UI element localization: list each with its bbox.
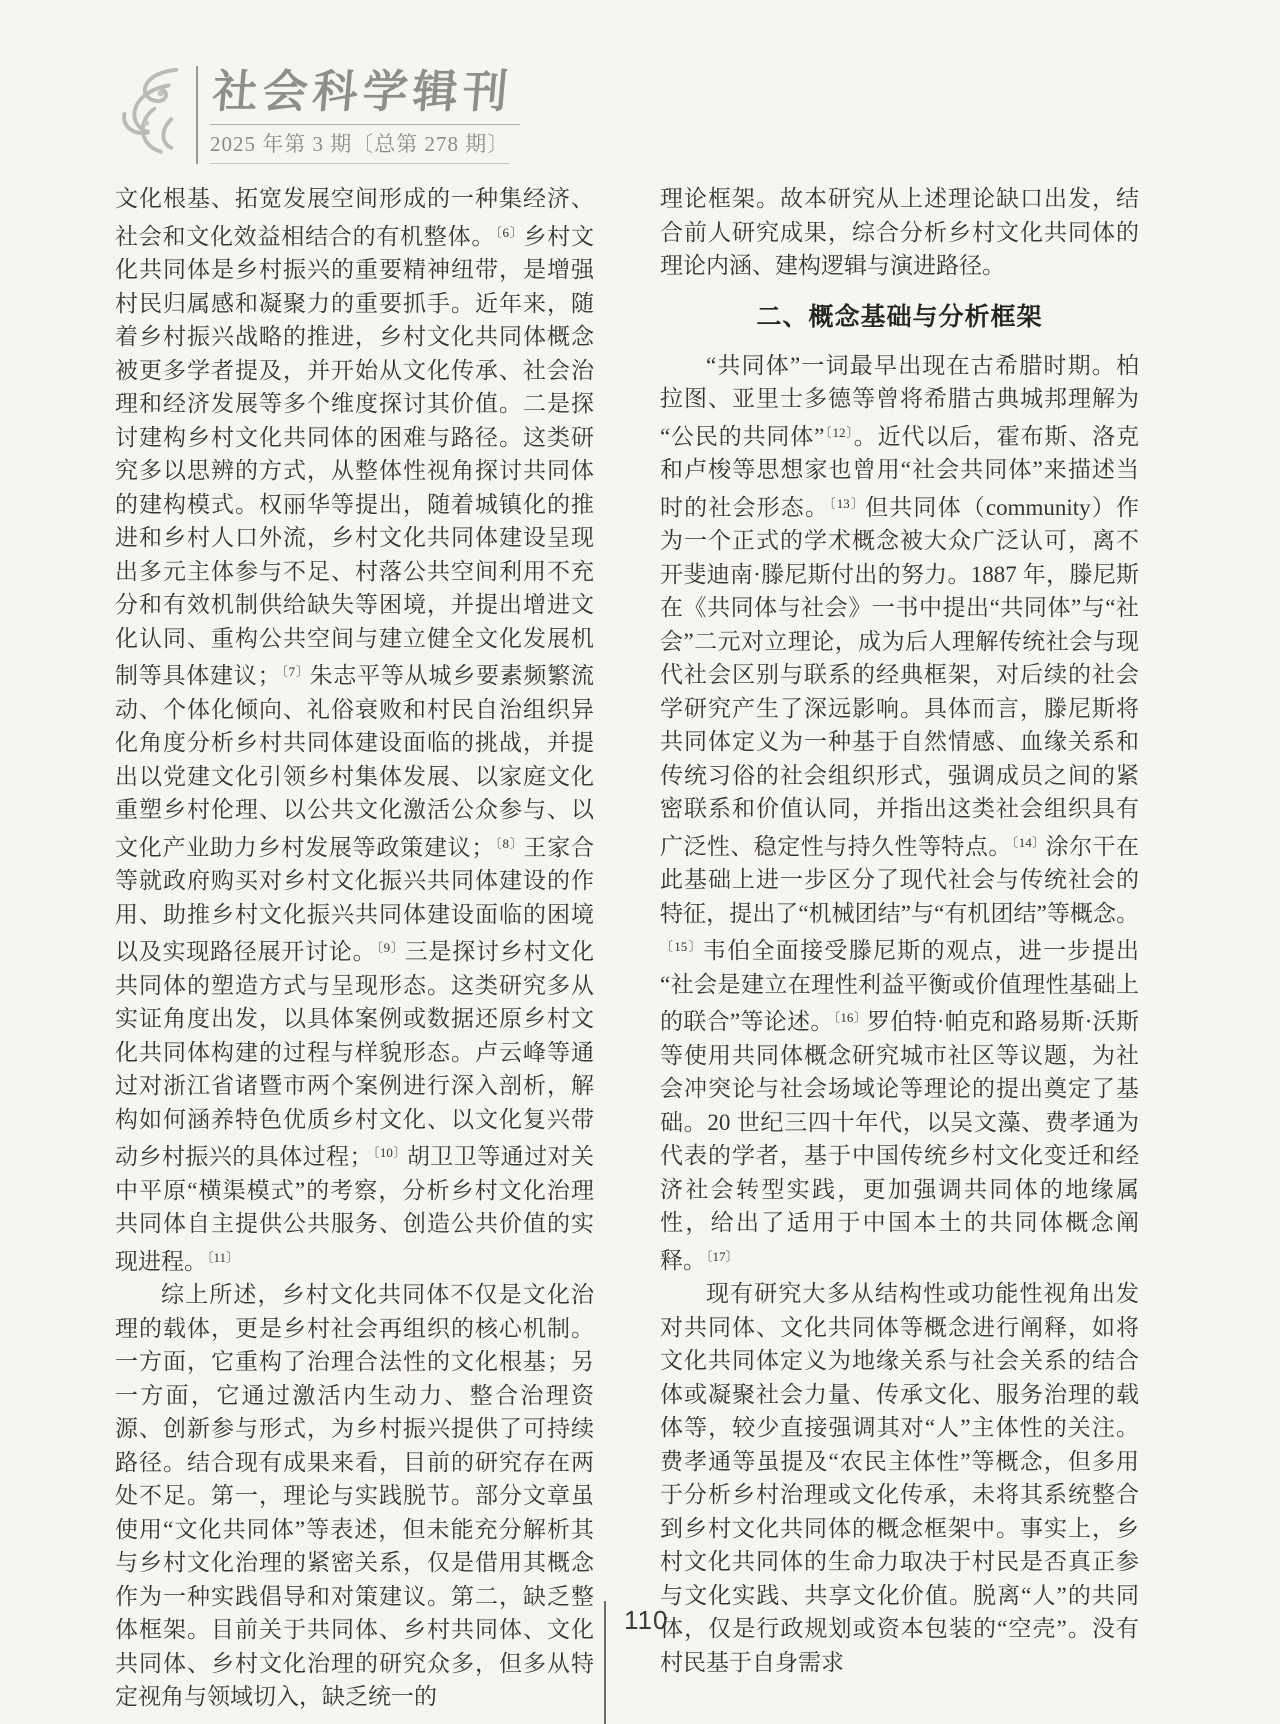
paragraph-text: 三是探讨乡村文化共同体的塑造方式与呈现形态。这类研究多从实证角度出发，以具体案例或数据还原乡村文化共同体构建的过程与样貌形态。卢云峰等通过对浙江省诸暨市两个案例进行深入剖析，解构如何涵养特色优质乡村文化、以文化复兴带动乡村振兴的具体过程； — [115, 939, 595, 1169]
body-paragraph — [660, 349, 1139, 1278]
citation-ref: 〔12〕 — [824, 424, 854, 440]
paragraph-text: 文化根基、拓宽发展空间形成的一种集经济、社会和文化效益相结合的有机整体。 — [115, 186, 594, 249]
paragraph-text: 现有研究大多从结构性或功能性视角出发对共同体、文化共同体等概念进行阐释，如将文化共同体定义为地缘关系与社会关系的结合体或凝聚社会力量、传承文化、服务治理的载体等，较少直接强调其对“人”主体性的关注。费孝通等虽提及“农民主体性”等概念，但多用于分析乡村治理或文化传承，未将其系统整合到乡村文化共同体的概念框架中。事实上，乡村文化共同体的生命力取决于村民是否真正参与文化实践、共享文化价值。脱离“人”的共同体，仅是行政规划或资本包装的“空壳”。没有村民基于自身需求 — [660, 1281, 1139, 1675]
body-paragraph — [660, 182, 1139, 283]
journal-logo-title: 社会科学辑刊 — [210, 67, 515, 117]
right-column-intro — [660, 182, 1139, 283]
paragraph-text: 乡村文化共同体是乡村振兴的重要精神纽带，是增强村民归属感和凝聚力的重要抓手。近年来，随着乡村振兴战略的推进，乡村文化共同体概念被更多学者提及，并开始从文化传承、社会治理和经济发展等多个维度探讨其价值。二是探讨建构乡村文化共同体的困难与路径。这类研究多以思辨的方式，从整体性视角探讨共同体的建构模式。权丽华等提出，随着城镇化的推进和乡村人口外流，乡村文化共同体建设呈现出多元主体参与不足、村落公共空间利用不充分和有效机制供给缺失等困境，并提出增进文化认同、重构公共空间与建立健全文化发展机制等具体建议； — [115, 223, 595, 688]
paragraph-text: 但共同体（community）作为一个正式的学术概念被大众广泛认可，离不开斐迪南·滕尼斯付出的努力。1887 年，滕尼斯在《共同体与社会》一书中提出“共同体”与“社会”二元对立理论，成为后人理解传统社会与现代社会区别与联系的经典框架，对后续的社会学研究产生了深远影响。具体而言，滕尼斯将共同体定义为一种基于自然情感、血缘关系和传统习俗的社会组织形式，强调成员之间的紧密联系和价值认同，并指出这类社会组织具有广泛性、稳定性与持久性等特点。 — [660, 494, 1139, 859]
citation-ref: 〔13〕 — [829, 495, 866, 511]
paragraph-text: 涂尔干在此基础上进一步区分了现代社会与传统社会的特征，提出了“机械团结”与“有机团结”等概念。 — [660, 833, 1139, 926]
paragraph-text: 朱志平等从城乡要素频繁流动、个体化倾向、礼俗衰败和村民自治组织异化角度分析乡村共同体建设面临的挑战，并提出以党建文化引领乡村集体发展、以家庭文化重塑乡村伦理、以公共文化激活公众参与、以文化产业助力乡村发展等政策建议； — [115, 663, 594, 860]
body-paragraph — [115, 1278, 594, 1714]
citation-ref: 〔17〕 — [706, 1248, 739, 1264]
citation-ref: 〔11〕 — [207, 1249, 240, 1265]
body-paragraph — [660, 1277, 1139, 1679]
citation-ref: 〔8〕 — [494, 835, 524, 851]
citation-ref: 〔9〕 — [376, 940, 405, 955]
paragraph-text: “共同体”一词最早出现在古希腊时期。柏拉图、亚里士多德等曾将希腊古典城邦理解为“公民的共同体” — [660, 352, 1139, 449]
paragraph-text: 王家合等就政府购买对乡村文化振兴共同体建设的作用、助推乡村文化振兴共同体建设面临的困境以及实现路径展开讨论。 — [115, 834, 594, 964]
paragraph-text: 罗伯特·帕克和路易斯·沃斯等使用共同体概念研究城市社区等议题，为社会冲突论与社会场域论等理论的提出奠定了基础。20 世纪三四十年代，以吴文藻、费孝通为代表的学者，基于中国传统乡村文化变迁和经济社会转型实践，更加强调共同体的地缘属性，给出了适用于中国本土的共同体概念阐释。 — [660, 1009, 1139, 1273]
header-text — [210, 62, 520, 164]
journal-header — [110, 62, 520, 166]
citation-ref: 〔7〕 — [280, 664, 310, 679]
article-body — [115, 182, 1139, 1714]
header-divider — [196, 66, 198, 164]
paragraph-text: 胡卫卫等通过对关中平原“横渠模式”的考察，分析乡村文化治理共同体自主提供公共服务、创造公共价值的实现进程。 — [115, 1144, 595, 1274]
citation-ref: 〔10〕 — [372, 1145, 407, 1160]
left-column — [115, 182, 594, 1714]
section-heading: 二、概念基础与分析框架 — [756, 302, 1043, 331]
paragraph-text: 韦伯全面接受滕尼斯的观点，进一步提出“社会是建立在理性利益平衡或价值理性基础上的联合”等论述。 — [660, 938, 1139, 1034]
phoenix-ornament-icon — [110, 62, 196, 166]
footer-rule — [604, 1601, 606, 1724]
citation-ref: 〔6〕 — [495, 224, 524, 240]
right-column — [660, 182, 1139, 1714]
body-paragraph — [115, 182, 594, 1278]
paragraph-text: 理论框架。故本研究从上述理论缺口出发，结合前人研究成果，综合分析乡村文化共同体的理论内涵、建构逻辑与演进路径。 — [660, 186, 1139, 278]
page-number: 110 — [624, 1605, 669, 1635]
issue-info: 2025 年第 3 期〔总第 278 期〕 — [210, 128, 509, 164]
paragraph-text: 综上所述，乡村文化共同体不仅是文化治理的载体，更是乡村社会再组织的核心机制。一方面，它重构了治理合法性的文化根基；另一方面，它通过激活内生动力、整合治理资源、创新参与形式，为乡村振兴提供了可持续路径。结合现有成果来看，目前的研究存在两处不足。第一，理论与实践脱节。部分文章虽使用“文化共同体”等表述，但未能充分解析其与乡村文化治理的紧密关系，仅是借用其概念作为一种实践倡导和对策建议。第二，缺乏整体框架。目前关于共同体、乡村共同体、文化共同体、乡村文化治理的研究众多，但多从特定视角与领域切入，缺乏统一的 — [115, 1282, 594, 1709]
title-rule — [210, 124, 520, 125]
right-column-section — [660, 349, 1139, 1680]
citation-ref: 〔16〕 — [833, 1010, 868, 1025]
citation-ref: 〔14〕 — [1011, 834, 1046, 850]
paragraph-text: 。近代以后，霍布斯、洛克和卢梭等思想家也曾用“社会共同体”来描述当时的社会形态。 — [660, 423, 1139, 520]
citation-ref: 〔15〕 — [660, 939, 703, 954]
